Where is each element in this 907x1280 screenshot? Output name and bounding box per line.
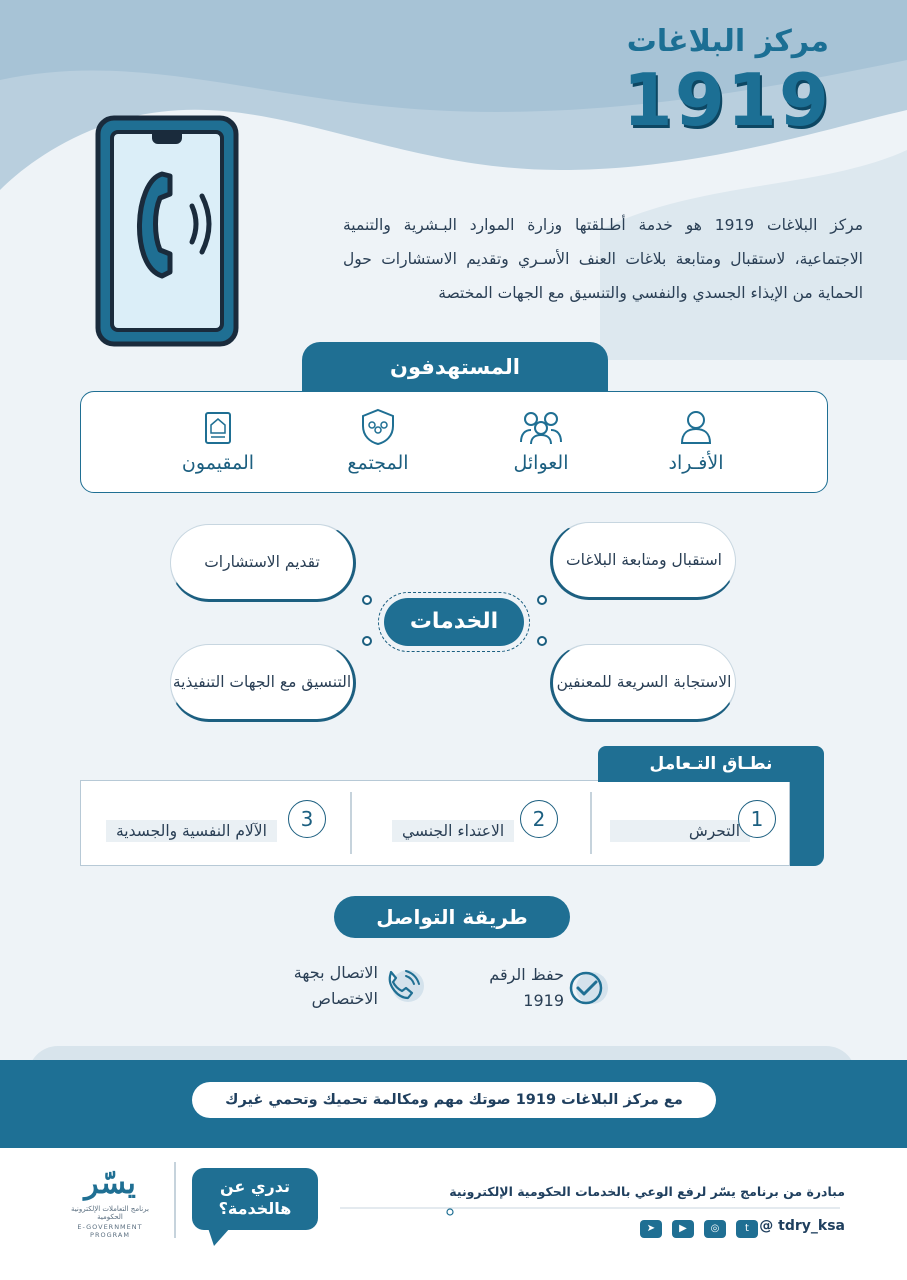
community-shield-icon [360, 408, 396, 446]
beneficiary-label: الأفـراد [668, 452, 724, 474]
page-title: مركز البلاغات [626, 24, 829, 59]
youtube-icon[interactable]: ▶ [672, 1220, 694, 1238]
divider [590, 792, 592, 854]
beneficiary-individuals [626, 408, 766, 474]
services-heading: الخدمات [384, 598, 524, 646]
footer-divider-line [340, 1200, 840, 1216]
scope-item-sexual-assault [392, 800, 568, 848]
connector-dot [362, 595, 372, 605]
service-consultations: تقديم الاستشارات [170, 524, 356, 602]
scope-number: 1 [738, 800, 776, 838]
service-coordination: التنسيق مع الجهات التنفيذية [170, 644, 356, 722]
contact-call-text [256, 960, 378, 1012]
residence-document-icon [203, 409, 233, 445]
scope-heading: نطـاق التـعامل [598, 746, 824, 782]
beneficiary-label: المقيمون [181, 452, 255, 474]
slogan: مع مركز البلاغات 1919 صوتك مهم ومكالمة تحميك وتحمي غيرك [192, 1082, 716, 1118]
yesser-logo: يسّر [84, 1166, 136, 1201]
yesser-brand [60, 1166, 160, 1239]
contact-save-number [566, 968, 610, 1008]
connector-dot [362, 636, 372, 646]
connector-dot [537, 636, 547, 646]
contact-line: الاتصال بجهة [293, 963, 378, 982]
phone-call-icon [382, 966, 426, 1006]
beneficiaries-heading: المستهدفون [302, 342, 608, 392]
contact-save-text [470, 962, 564, 1014]
family-icon [519, 410, 563, 444]
contact-line: حفظ الرقم [489, 965, 564, 984]
initiative-text: مبادرة من برنامج يسّر لرفع الوعي بالخدمات الحكومية الإلكترونية [449, 1184, 845, 1199]
scope-item-psychological-physical-pain [106, 800, 336, 848]
person-icon [679, 409, 713, 445]
bubble-line: تدري عن [219, 1177, 291, 1196]
beneficiary-residents [148, 408, 288, 474]
contact-line: الاختصاص [311, 989, 378, 1008]
beneficiary-community [308, 408, 448, 474]
scope-label: الآلام النفسية والجسدية [106, 820, 277, 842]
bubble-tail [206, 1228, 232, 1246]
instagram-icon[interactable]: ◎ [704, 1220, 726, 1238]
check-circle-icon [566, 968, 610, 1008]
scope-label: الاعتداء الجنسي [392, 820, 514, 842]
beneficiary-families [471, 408, 611, 474]
divider [350, 792, 352, 854]
beneficiary-label: العوائل [513, 452, 569, 474]
campaign-speech-bubble [192, 1168, 318, 1230]
phone-call-illustration [92, 112, 248, 352]
scope-item-harassment [608, 800, 780, 848]
beneficiary-label: المجتمع [347, 452, 409, 474]
twitter-icon[interactable]: t [736, 1220, 758, 1238]
connector-dot [537, 595, 547, 605]
bubble-line: هالخدمة؟ [218, 1199, 292, 1218]
divider [174, 1162, 176, 1238]
scope-number: 3 [288, 800, 326, 838]
intro-paragraph: مركز البلاغات 1919 هو خدمة أطـلقتها وزارة الموارد البـشرية والتنمية الاجتماعية، لاستقبال ومتابعة بلاغات العنف الأسـري وتقديم الاستشارات حول الحماية من الإيذاء الجسدي والنفسي والتنسيق مع الجهات المختصة [343, 216, 864, 302]
brand-subtitle-en: E-GOVERNMENT PROGRAM [77, 1223, 143, 1239]
scope-number: 2 [520, 800, 558, 838]
service-receive-reports: استقبال ومتابعة البلاغات [550, 522, 736, 600]
service-rapid-response: الاستجابة السريعة للمعنفين [550, 644, 736, 722]
hotline-number: 1919 [622, 58, 831, 142]
social-handle[interactable]: @ tdry_ksa [759, 1218, 845, 1234]
contact-heading: طريقة التواصل [334, 896, 570, 938]
telegram-icon[interactable]: ➤ [640, 1220, 662, 1238]
contact-call-authority [382, 966, 426, 1006]
contact-number: 1919 [523, 991, 564, 1010]
scope-label: التحرش [610, 820, 750, 842]
brand-subtitle: برنامج التعاملات الإلكترونية الحكومية [71, 1205, 149, 1221]
